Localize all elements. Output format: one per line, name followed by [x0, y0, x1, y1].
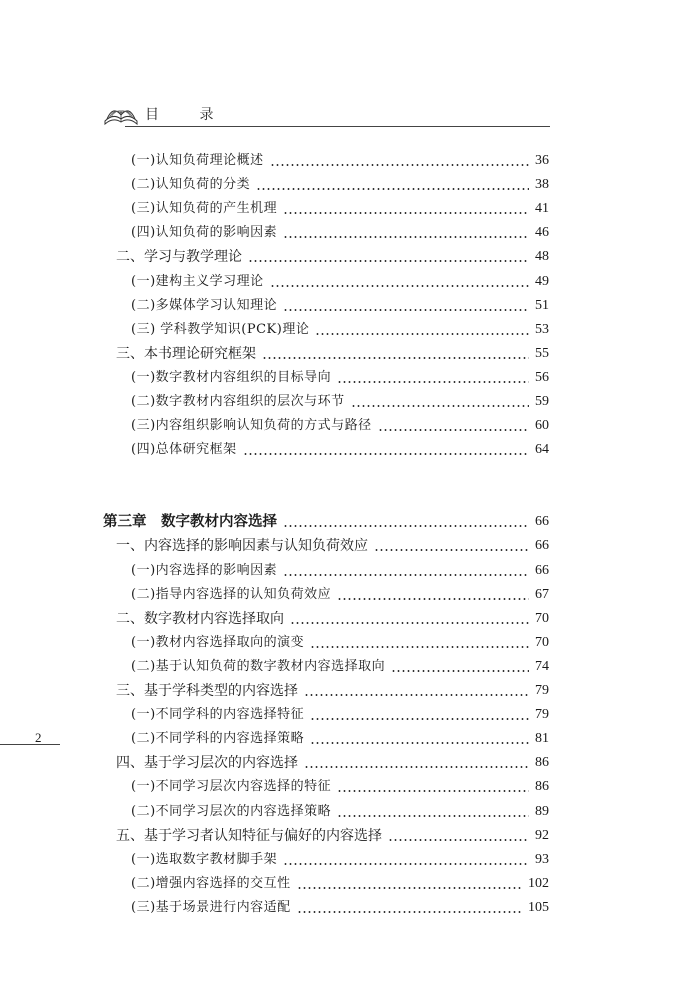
entry-title: (一)选取数字教材脚手架	[131, 852, 278, 867]
dot-leader	[262, 357, 529, 359]
dot-leader	[310, 718, 529, 720]
subsection-entry	[131, 869, 549, 893]
dot-leader	[388, 839, 529, 841]
entry-page-number: 60	[535, 418, 549, 433]
subsection-entry	[131, 170, 549, 194]
dot-leader	[283, 212, 529, 214]
entry-page-number: 59	[535, 394, 549, 409]
dot-leader	[337, 790, 529, 792]
entry-page-number: 93	[535, 852, 549, 867]
open-book-icon	[103, 101, 139, 127]
entry-title: (三)认知负荷的产生机理	[131, 201, 278, 216]
dot-leader	[304, 694, 529, 696]
entry-title: 四、基于学习层次的内容选择	[116, 755, 298, 771]
entry-page-number: 86	[535, 779, 549, 794]
entry-page-number: 53	[535, 322, 549, 337]
running-header	[103, 100, 550, 130]
page-number: 2	[35, 730, 42, 745]
entry-title: (二)不同学科的内容选择策略	[131, 731, 305, 746]
dot-leader	[290, 622, 529, 624]
section-entry	[116, 604, 549, 628]
entry-page-number: 86	[535, 755, 549, 770]
subsection-entry	[131, 315, 549, 339]
entry-page-number: 102	[528, 876, 549, 891]
entry-page-number: 41	[535, 201, 549, 216]
entry-page-number: 79	[535, 683, 549, 698]
dot-leader	[283, 863, 529, 865]
dot-leader	[283, 236, 529, 238]
entry-page-number: 66	[535, 514, 549, 529]
dot-leader	[283, 525, 529, 527]
dot-leader	[297, 911, 522, 913]
subsection-entry	[131, 411, 549, 435]
subsection-entry	[131, 893, 549, 917]
margin-rule	[0, 744, 60, 745]
subsection-entry	[131, 267, 549, 291]
chapter-entry	[103, 507, 549, 531]
entry-page-number: 49	[535, 274, 549, 289]
section-entry	[116, 748, 549, 772]
entry-title: (二)数字教材内容组织的层次与环节	[131, 394, 345, 409]
entry-page-number: 66	[535, 538, 549, 553]
dot-leader	[256, 188, 529, 190]
entry-title: 五、基于学习者认知特征与偏好的内容选择	[116, 828, 382, 844]
entry-title: (二)增强内容选择的交互性	[131, 876, 291, 891]
entry-page-number: 38	[535, 177, 549, 192]
subsection-entry	[131, 291, 549, 315]
entry-title: (一)内容选择的影响因素	[131, 563, 278, 578]
entry-page-number: 36	[535, 153, 549, 168]
subsection-entry	[131, 194, 549, 218]
entry-page-number: 70	[535, 611, 549, 626]
entry-title: (四)认知负荷的影响因素	[131, 225, 278, 240]
entry-page-number: 48	[535, 249, 549, 264]
dot-leader	[310, 646, 529, 648]
section-entry	[116, 242, 549, 266]
entry-page-number: 92	[535, 828, 549, 843]
dot-leader	[337, 598, 529, 600]
dot-leader	[310, 742, 529, 744]
subsection-entry	[131, 700, 549, 724]
dot-leader	[315, 333, 529, 335]
entry-page-number: 66	[535, 563, 549, 578]
subsection-entry	[131, 435, 549, 459]
section-entry	[116, 339, 549, 363]
dot-leader	[270, 164, 529, 166]
entry-title: 第三章 数字教材内容选择	[103, 514, 277, 530]
header-rule	[125, 126, 550, 127]
entry-title: (三)基于场景进行内容适配	[131, 900, 291, 915]
dot-leader	[297, 887, 522, 889]
entry-page-number: 89	[535, 804, 549, 819]
subsection-entry	[131, 363, 549, 387]
entry-title: 一、内容选择的影响因素与认知负荷效应	[116, 538, 368, 554]
dot-leader	[283, 574, 529, 576]
dot-leader	[374, 549, 529, 551]
dot-leader	[391, 670, 529, 672]
entry-page-number: 64	[535, 442, 549, 457]
entry-title: 二、数字教材内容选择取向	[116, 611, 284, 627]
dot-leader	[378, 429, 529, 431]
entry-title: 二、学习与教学理论	[116, 249, 242, 265]
entry-page-number: 51	[535, 298, 549, 313]
entry-title: (二)认知负荷的分类	[131, 177, 251, 192]
subsection-entry	[131, 845, 549, 869]
entry-page-number: 56	[535, 370, 549, 385]
entry-title: (一)建构主义学习理论	[131, 274, 264, 289]
entry-title: (一)教材内容选择取向的演变	[131, 635, 305, 650]
dot-leader	[351, 405, 529, 407]
entry-title: (一)不同学科的内容选择特征	[131, 707, 305, 722]
entry-page-number: 55	[535, 346, 549, 361]
dot-leader	[283, 309, 529, 311]
entry-title: 三、本书理论研究框架	[116, 346, 256, 362]
entry-title: (四)总体研究框架	[131, 442, 237, 457]
entry-title: 三、基于学科类型的内容选择	[116, 683, 298, 699]
dot-leader	[243, 453, 529, 455]
subsection-entry	[131, 387, 549, 411]
header-title: 目 录	[145, 107, 232, 123]
entry-title: (一)数字教材内容组织的目标导向	[131, 370, 332, 385]
entry-page-number: 105	[528, 900, 549, 915]
entry-title: (三) 学科教学知识(PCK)理论	[131, 322, 310, 337]
entry-page-number: 81	[535, 731, 549, 746]
subsection-entry	[131, 580, 549, 604]
entry-page-number: 46	[535, 225, 549, 240]
entry-page-number: 79	[535, 707, 549, 722]
entry-title: (二)基于认知负荷的数字教材内容选择取向	[131, 659, 386, 674]
subsection-entry	[131, 797, 549, 821]
entry-title: (三)内容组织影响认知负荷的方式与路径	[131, 418, 372, 433]
subsection-entry	[131, 724, 549, 748]
dot-leader	[337, 381, 529, 383]
subsection-entry	[131, 772, 549, 796]
subsection-entry	[131, 652, 549, 676]
entry-title: (一)不同学习层次内容选择的特征	[131, 779, 332, 794]
dot-leader	[304, 766, 529, 768]
section-entry	[116, 676, 549, 700]
subsection-entry	[131, 218, 549, 242]
entry-title: (二)指导内容选择的认知负荷效应	[131, 587, 332, 602]
dot-leader	[337, 815, 529, 817]
entry-page-number: 70	[535, 635, 549, 650]
dot-leader	[248, 260, 529, 262]
entry-title: (二)不同学习层次的内容选择策略	[131, 804, 332, 819]
entry-page-number: 67	[535, 587, 549, 602]
subsection-entry	[131, 628, 549, 652]
dot-leader	[270, 285, 529, 287]
entry-title: (一)认知负荷理论概述	[131, 153, 264, 168]
section-entry	[116, 531, 549, 555]
entry-page-number: 74	[535, 659, 549, 674]
entry-title: (二)多媒体学习认知理论	[131, 298, 278, 313]
subsection-entry	[131, 556, 549, 580]
section-entry	[116, 821, 549, 845]
subsection-entry	[131, 146, 549, 170]
